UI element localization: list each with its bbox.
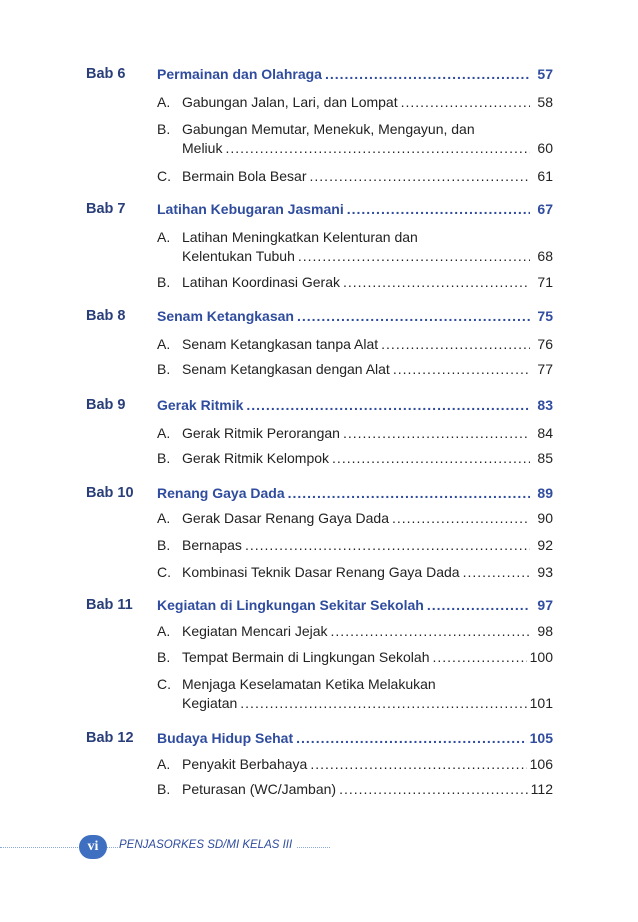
chapter-number: Bab 12 — [86, 730, 134, 746]
toc-entry[interactable] — [157, 361, 553, 377]
toc-entry[interactable] — [157, 781, 553, 797]
entry-text: Kombinasi Teknik Dasar Renang Gaya Dada — [182, 564, 460, 580]
entry-text: Peturasan (WC/Jamban) — [182, 781, 337, 797]
entry-text: Kegiatan Mencari Jejak — [182, 623, 328, 639]
entry-text: Meliuk — [182, 140, 223, 156]
leader-dots — [401, 94, 530, 110]
entry-letter: B. — [157, 274, 171, 290]
chapter-number: Bab 11 — [86, 597, 133, 613]
leader-dots — [225, 140, 530, 156]
leader-dots — [339, 781, 528, 797]
toc-entry[interactable] — [157, 425, 553, 441]
chapter-title: Latihan Kebugaran Jasmani — [157, 201, 344, 217]
chapter-heading[interactable] — [157, 201, 553, 217]
toc-entry[interactable] — [157, 121, 553, 156]
entry-text: Kegiatan — [182, 695, 238, 711]
leader-dots — [381, 336, 530, 352]
entry-page: 92 — [537, 537, 553, 553]
entry-text: Gerak Ritmik Kelompok — [182, 450, 330, 466]
entry-page: 90 — [537, 510, 553, 526]
entry-text: Gerak Dasar Renang Gaya Dada — [182, 510, 389, 526]
chapter-page: 67 — [537, 201, 553, 217]
chapter-heading[interactable] — [157, 597, 553, 613]
chapter-number: Bab 10 — [86, 485, 134, 501]
entry-letter: C. — [157, 676, 171, 692]
leader-dots — [288, 485, 530, 501]
entry-page: 76 — [537, 336, 553, 352]
entry-text: Latihan Koordinasi Gerak — [182, 274, 340, 290]
leader-dots — [393, 361, 530, 377]
chapter-title: Senam Ketangkasan — [157, 308, 294, 324]
chapter-title: Kegiatan di Lingkungan Sekitar Sekolah — [157, 597, 424, 613]
leader-dots — [240, 695, 526, 711]
entry-letter: B. — [157, 781, 171, 797]
entry-letter: A. — [157, 623, 171, 639]
entry-text: Menjaga Keselamatan Ketika Melakukan — [182, 676, 436, 692]
entry-text: Senam Ketangkasan tanpa Alat — [182, 336, 379, 352]
entry-page: 58 — [537, 94, 553, 110]
chapter-title: Permainan dan Olahraga — [157, 66, 322, 82]
chapter-page: 75 — [537, 308, 553, 324]
chapter-number: Bab 9 — [86, 397, 126, 413]
chapter-title: Budaya Hidup Sehat — [157, 730, 294, 746]
entry-letter: A. — [157, 510, 171, 526]
leader-dots — [325, 66, 530, 82]
leader-dots — [392, 510, 530, 526]
entry-text: Latihan Meningkatkan Kelenturan dan — [182, 229, 418, 245]
leader-dots — [331, 623, 530, 639]
entry-letter: B. — [157, 121, 171, 137]
toc-entry[interactable] — [157, 564, 553, 580]
leader-dots — [343, 425, 530, 441]
leader-dots — [296, 730, 527, 746]
leader-dots — [298, 248, 530, 264]
entry-text: Penyakit Berbahaya — [182, 756, 308, 772]
chapter-page: 97 — [537, 597, 553, 613]
entry-letter: B. — [157, 450, 171, 466]
entry-page: 106 — [529, 756, 553, 772]
page-number-badge: vi — [79, 835, 107, 859]
entry-text: Senam Ketangkasan dengan Alat — [182, 361, 390, 377]
entry-page: 93 — [537, 564, 553, 580]
entry-page: 85 — [537, 450, 553, 466]
entry-page: 100 — [529, 649, 553, 665]
entry-page: 101 — [529, 695, 553, 711]
chapter-heading[interactable] — [157, 730, 553, 746]
leader-dots — [332, 450, 530, 466]
entry-page: 68 — [537, 248, 553, 264]
entry-letter: A. — [157, 756, 171, 772]
chapter-number: Bab 6 — [86, 66, 126, 82]
entry-text: Gerak Ritmik Perorangan — [182, 425, 340, 441]
leader-dots — [310, 756, 526, 772]
chapter-heading[interactable] — [157, 66, 553, 82]
leader-dots — [433, 649, 527, 665]
chapter-number: Bab 7 — [86, 201, 126, 217]
chapter-page: 105 — [529, 730, 553, 746]
page-footer — [0, 833, 638, 863]
entry-page: 77 — [537, 361, 553, 377]
leader-dots — [310, 168, 530, 184]
entry-page: 61 — [537, 168, 553, 184]
toc-entry[interactable] — [157, 537, 553, 553]
toc-entry[interactable] — [157, 756, 553, 772]
entry-text: Tempat Bermain di Lingkungan Sekolah — [182, 649, 430, 665]
chapter-title: Gerak Ritmik — [157, 397, 244, 413]
toc-entry[interactable] — [157, 94, 553, 110]
toc-entry[interactable] — [157, 510, 553, 526]
leader-dots — [297, 308, 530, 324]
toc-entry[interactable] — [157, 623, 553, 639]
entry-page: 71 — [537, 274, 553, 290]
entry-letter: A. — [157, 336, 171, 352]
chapter-heading[interactable] — [157, 485, 553, 501]
entry-letter: C. — [157, 564, 171, 580]
entry-page: 60 — [537, 140, 553, 156]
entry-text: Gabungan Jalan, Lari, dan Lompat — [182, 94, 398, 110]
chapter-heading[interactable] — [157, 308, 553, 324]
chapter-page: 57 — [537, 66, 553, 82]
entry-page: 84 — [537, 425, 553, 441]
book-title: PENJASORKES SD/MI KELAS III — [119, 839, 296, 851]
entry-letter: B. — [157, 537, 171, 553]
entry-text: Bernapas — [182, 537, 242, 553]
leader-dots — [343, 274, 530, 290]
toc-entry[interactable] — [157, 168, 553, 184]
toc-entry[interactable] — [157, 649, 553, 665]
leader-dots — [245, 537, 530, 553]
entry-page: 98 — [537, 623, 553, 639]
toc-entry[interactable] — [157, 676, 553, 711]
chapter-heading[interactable] — [157, 397, 553, 413]
chapter-number: Bab 8 — [86, 308, 126, 324]
leader-dots — [427, 597, 530, 613]
entry-letter: A. — [157, 229, 171, 245]
leader-dots — [246, 397, 530, 413]
entry-letter: B. — [157, 649, 171, 665]
chapter-title: Renang Gaya Dada — [157, 485, 285, 501]
entry-letter: A. — [157, 425, 171, 441]
toc-entry[interactable] — [157, 336, 553, 352]
chapter-page: 89 — [537, 485, 553, 501]
toc-entry[interactable] — [157, 450, 553, 466]
entry-text: Kelentukan Tubuh — [182, 248, 295, 264]
chapter-page: 83 — [537, 397, 553, 413]
leader-dots — [463, 564, 530, 580]
entry-letter: A. — [157, 94, 171, 110]
entry-text: Bermain Bola Besar — [182, 168, 307, 184]
toc-entry[interactable] — [157, 274, 553, 290]
entry-text: Gabungan Memutar, Menekuk, Mengayun, dan — [182, 121, 475, 137]
toc-entry[interactable] — [157, 229, 553, 264]
leader-dots — [347, 201, 530, 217]
entry-letter: B. — [157, 361, 171, 377]
entry-page: 112 — [530, 781, 553, 797]
entry-letter: C. — [157, 168, 171, 184]
